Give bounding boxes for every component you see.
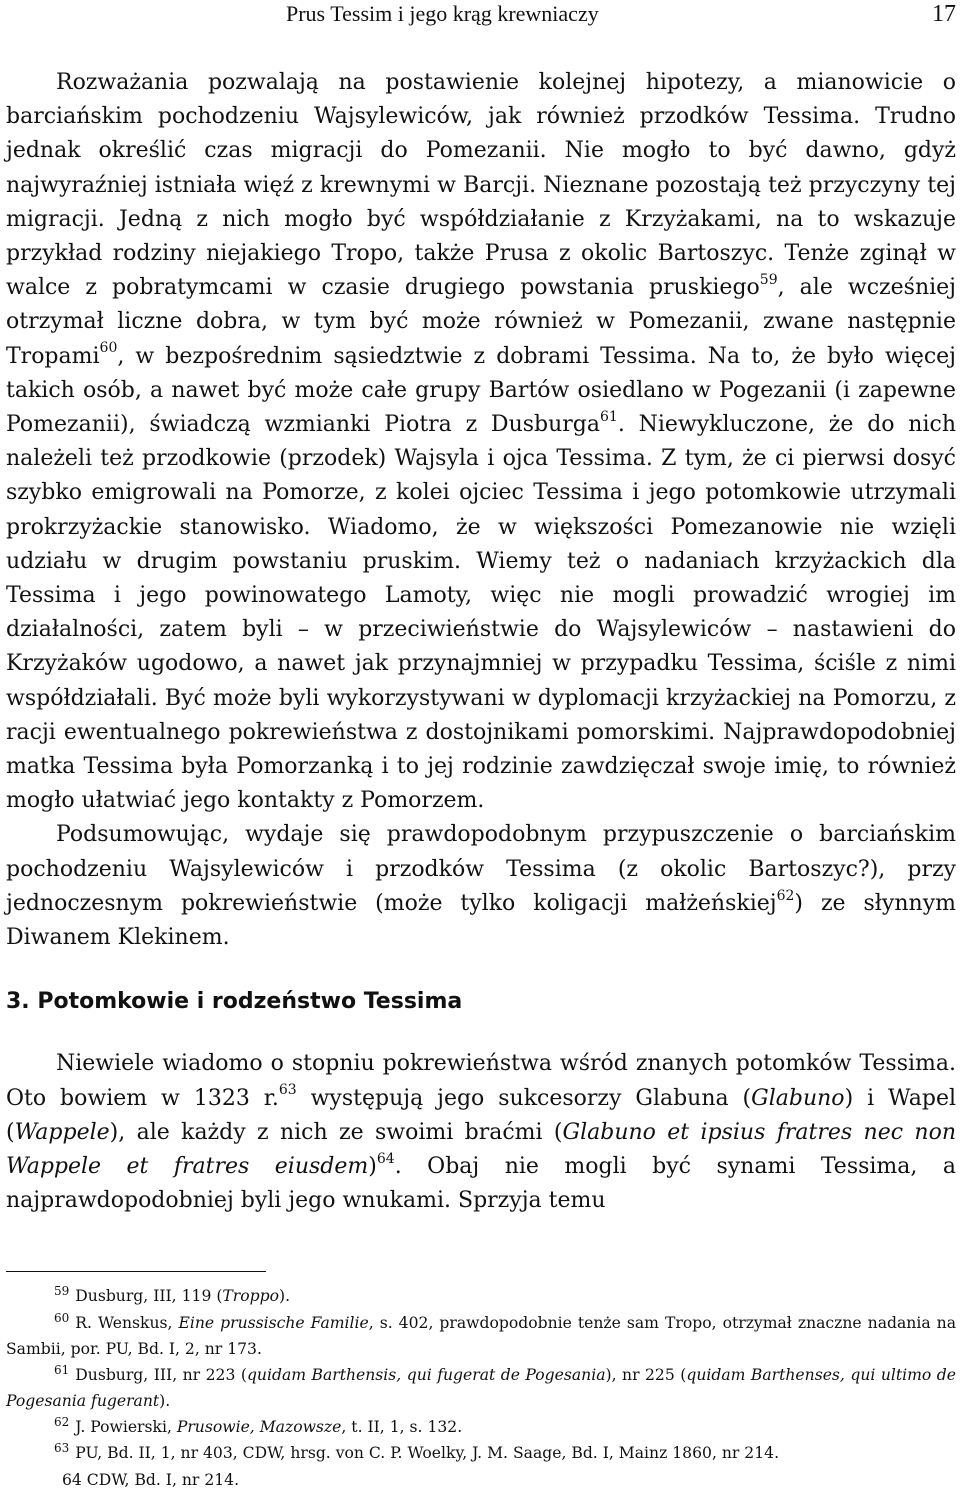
text-run: Dusburg, III, nr 223 ( [75, 1365, 247, 1384]
text-run: ) [368, 1154, 377, 1180]
text-run: , ale wcześniej otrzymał liczne dobra, w tym być może również w Pomezanii, zwane następnie Tropami [6, 275, 956, 369]
italic-run: Glabuno et ipsius fratres nec non Wappele et fratres eiusdem [6, 1119, 956, 1180]
footnote-ref: 59 [759, 271, 778, 288]
footnote-62 [6, 1415, 956, 1442]
footnote-60 [6, 1311, 956, 1363]
paragraph [6, 818, 956, 955]
footnote-63 [6, 1441, 956, 1468]
text-run: PU, Bd. II, 1, nr 403, CDW, hrsg. von C. P. Woelky, J. M. Saage, Bd. I, Mainz 1860, nr 214. [75, 1444, 780, 1462]
italic-run: Troppo [222, 1287, 280, 1305]
text-run: Dusburg, III, 119 ( [75, 1287, 223, 1305]
footnote-64: 64 CDW, Bd. I, nr 214. [62, 1470, 240, 1489]
page-number: 17 [932, 1, 956, 27]
text-run: ) i Wapel ( [6, 1085, 956, 1145]
italic-run: Glabuno [751, 1085, 845, 1111]
footnote-number: 62 [54, 1414, 70, 1429]
text-run: , w bezpośrednim sąsiedztwie z dobrami Tessima. Na to, że było więcej takich osób, a nawet być może całe grupy Bartów osiedlano w Pogezanii (i zapewne Pomezanii), świadczą wzmianki Piotra z Dusburga [6, 343, 956, 438]
italic-run: Prusowie, Mazowsze [176, 1417, 342, 1436]
footnotes [6, 1284, 956, 1493]
footnote-ref: 62 [776, 887, 795, 904]
paragraph [6, 66, 956, 818]
text-run: R. Wenskus, [75, 1313, 179, 1332]
footnote-ref: 63 [278, 1082, 297, 1099]
text-run: Niewiele wiadomo o stopniu pokrewieństwa wśród znanych potomków Tessima. Oto bowiem w 1323 r. [6, 1051, 956, 1111]
text-run: J. Powierski, [75, 1417, 177, 1436]
text-run: ), ale każdy z nich ze swoimi braćmi ( [109, 1119, 563, 1145]
text-run: ). [159, 1392, 171, 1410]
italic-run: quidam Barthenses, qui ultimo de Pogesania fugerant [6, 1365, 956, 1410]
footnote-number: 63 [54, 1441, 70, 1455]
page-header [6, 0, 956, 30]
paragraph [6, 1047, 956, 1218]
footnote-ref: 60 [99, 340, 118, 357]
running-title: Prus Tessim i jego krąg krewniaczy [286, 1, 599, 26]
footnote-61 [6, 1363, 956, 1415]
text-run: występują jego sukcesorzy Glabuna ( [296, 1085, 752, 1111]
footnote-number: 61 [54, 1362, 70, 1377]
footnote-ref: 64 [376, 1150, 395, 1167]
text-run: ), nr 225 ( [605, 1365, 687, 1384]
document-page [6, 0, 956, 1496]
text-run: , t. II, 1, s. 132. [341, 1417, 463, 1436]
footnote-59 [6, 1284, 956, 1311]
section-heading: 3. Potomkowie i rodzeństwo Tessima [6, 989, 463, 1015]
footnote-ref: 61 [600, 408, 618, 425]
footnote-separator [6, 1271, 266, 1272]
text-run: ) ze słynnym Diwanem Klekinem. [6, 890, 956, 951]
footnote-number: 59 [54, 1284, 70, 1298]
text-run: . Niewykluczone, że do nich należeli też przodkowie (przodek) Wajsyla i ojca Tessima. Z tym, że ci pierwsi dosyć szybko emigrowali na Pomorze, z kolei ojciec Tessima i jego potomkowie utrzymali prokrzyżackie stanowisko. Wiadomo, że w większości Pomezanowie nie wzięli udziału w drugim powstaniu pruskim. Wiemy też o nadaniach krzyżackich dla Tessima i jego powinowatego Lamoty, więc nie mogli prowadzić wrogiej im działalności, zatem byli – w przeciwieństwie do Wajsylewiców – nastawieni do Krzyżaków ugodowo, a nawet jak przynajmniej w przypadku Tessima, ściśle z nimi współdziałali. Być może byli wykorzystywani w dyplomacji krzyżackiej na Pomorzu, z racji ewentualnego pokrewieństwa z dostojnikami pomorskimi. Najprawdopodobniej matka Tessima była Pomorzanką i to jej rodzinie zawdzięczał swoje imię, to również mogło ułatwiać jego kontakty z Pomorzem. [6, 412, 956, 814]
text-run: Rozważania pozwalają na postawienie kolejnej hipotezy, a mianowicie o barciańskim pochodzeniu Wajsylewiców, jak również przodków Tessima. Trudno jednak określić czas migracji do Pomezanii. Nie mogło to być dawno, gdyż najwyraźniej istniała więź z krewnymi w Barcji. Nieznane pozostają też przyczyny tej migracji. Jedną z nich mogło być współdziałanie z Krzyżakami, na to wskazuje przykład rodziny niejakiego Tropo, także Prusa z okolic Bartoszyc. Tenże zginął w walce z pobratymcami w czasie drugiego powstania pruskiego [6, 70, 956, 301]
footnote-number: 60 [54, 1310, 70, 1325]
text-run: ). [279, 1287, 291, 1305]
text-run: Podsumowując, wydaje się prawdopodobnym przypuszczenie o barciańskim pochodzeniu Wajsylewiców i przodków Tessima (z okolic Bartoszyc?), przy jednoczesnym pokrewieństwie (może tylko koligacji małżeńskiej [6, 822, 956, 916]
italic-run: Eine prussische Familie [178, 1313, 369, 1332]
italic-run: Wappele [14, 1119, 110, 1145]
italic-run: quidam Barthensis, qui fugerat de Pogesania [246, 1365, 606, 1384]
body-text [6, 66, 956, 1219]
text-run: . Obaj nie mogli być synami Tessima, a najprawdopodobniej byli jego wnukami. Sprzyja temu [6, 1154, 956, 1214]
text-run: , s. 402, prawdopodobnie tenże sam Tropo, otrzymał znaczne nadania na Sambii, por. PU, Bd. I, 2, nr 173. [6, 1313, 956, 1358]
